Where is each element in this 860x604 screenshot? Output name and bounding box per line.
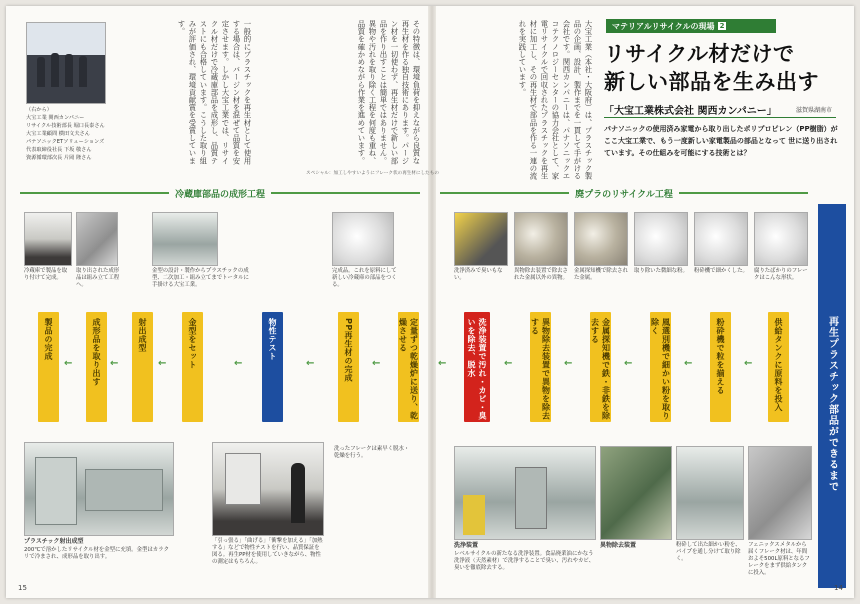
headline-line1: リサイクル材だけで	[604, 42, 795, 66]
mold-photo	[152, 212, 218, 266]
arrow-left-icon: ←	[744, 358, 753, 369]
step-bar-remove-part	[86, 312, 107, 422]
crusher-caption-text: 粉砕して出た細かい粉を、パイプを通し分けて取り除く。	[676, 542, 741, 562]
feed-tank-photo	[748, 446, 812, 540]
tank-caption-text: フェニックスメタルから届くフレーク材は、年間およそ500L原料となるフレークをまず供給タンクに投入。	[748, 542, 810, 576]
kicker-text: マテリアルリサイクルの現場	[612, 21, 715, 31]
section-header-recycling	[440, 186, 808, 200]
headline-line2: 新しい部品を生み出す	[604, 70, 819, 94]
wash-caption-text: レベルサイクルの新たなる洗浄装置。食品廃業油にかなう洗浄液（天然素材）で洗浄することで臭い、汚れやカビ、臭いを徹底除去する。	[454, 551, 595, 571]
step-bar-air-separator	[650, 312, 671, 422]
step-label: 成形品を取り出す	[92, 318, 101, 386]
foreign-caption-title: 異物除去装置	[600, 542, 637, 549]
step-label: 異物除去装置で異物を除去する	[530, 318, 551, 420]
step-caption: 異物除去装置で除去された金属以外の異物。	[514, 268, 568, 281]
wash-caption-title: 洗浄装置	[454, 542, 479, 549]
injection-machine-photo	[24, 442, 174, 536]
step-label: 定量ずつ乾燥炉に送り、乾燥させる	[398, 318, 419, 420]
step-caption: 取り除いた微細な粉。	[634, 268, 688, 274]
step-caption: 洗浄済みで臭いもない。	[454, 268, 503, 281]
fine-powder-photo	[634, 212, 688, 266]
staff-caption	[26, 106, 111, 162]
arrow-left-icon: ←	[158, 358, 167, 369]
fridge-assembly-photo	[24, 212, 72, 266]
page-number-left: 15	[18, 584, 27, 592]
step-label: 金属探知機で鉄・非鉄を除去する	[590, 318, 611, 420]
step-bar-property-test	[262, 312, 283, 422]
step-bar-injection	[132, 312, 153, 422]
feature-kicker	[606, 19, 776, 33]
caption-line: 大宝工業顧問 横田文夫さん	[26, 131, 90, 137]
molded-part-photo	[76, 212, 118, 266]
kicker-number: 2	[719, 22, 725, 30]
arrow-left-icon: ←	[504, 358, 513, 369]
injection-caption-title: プラスチック射出成型	[24, 538, 84, 545]
step-bar-metal-detector	[590, 312, 611, 422]
crusher-machine-photo	[676, 446, 744, 540]
arrow-left-icon: ←	[64, 358, 73, 369]
step-label: 風選別機で細かい粉を取り除く	[650, 318, 671, 420]
arrow-left-icon: ←	[438, 358, 447, 369]
caption-line: 代表取締役社長 下坂 敬さん	[26, 147, 92, 153]
washed-flake-photo	[454, 212, 508, 266]
step-bar-washing	[464, 312, 490, 422]
caption-line: （右から）	[26, 107, 52, 113]
step-bar-pp-complete	[338, 312, 359, 422]
figure-note: スペシャル：加工しやすいようにフレーク状の再生材にしたもの	[306, 171, 439, 176]
flake-photo	[754, 212, 808, 266]
step-caption: 粉砕機で細かくした。	[694, 268, 748, 274]
step-bar-crusher	[710, 312, 731, 422]
step-bar-feed-tank	[768, 312, 789, 422]
step-label: 金型をセット	[188, 318, 197, 369]
side-banner	[818, 204, 846, 588]
caption-line: 資源循環部次長 片岡 隆さん	[26, 155, 92, 161]
arrow-left-icon: ←	[234, 358, 243, 369]
magazine-spread	[6, 6, 854, 598]
foreign-matter-photo	[514, 212, 568, 266]
property-test-photo	[212, 442, 324, 536]
foreign-removal-machine-photo	[600, 446, 672, 540]
step-label: 洗浄装置で汚れ・カビ・臭いを除去、脱水	[467, 318, 487, 420]
page-number-right: 14	[834, 584, 843, 592]
pp-caption: 完成品。これを原料にして新しい冷蔵庫の部品をつくる。	[332, 268, 397, 288]
step-label: PP再生材の完成	[344, 318, 353, 382]
caption-line: リサイクル技術部長 堀口長泰さん	[26, 123, 105, 129]
company-underline	[604, 117, 836, 118]
caption-line: 大宝工業 関西カンパニー	[26, 115, 85, 121]
step-bar-set-mold	[182, 312, 203, 422]
section-title: 廃プラのリサイクル工程	[575, 189, 673, 200]
step-label: 粉砕機で粒を揃える	[716, 318, 725, 395]
step-label: 製品の完成	[44, 318, 53, 361]
step-caption: 腐りたばかりのフレークはこんな形状。	[754, 268, 808, 281]
lead-text: パナソニックの使用済み家電から取り出したポリプロピレン（PP樹脂）が ここ大宝工業で、もう一度新しい家電製品の部品となって 世に送り出されています。その仕組みを可能にする技術とは？	[604, 125, 838, 157]
arrow-left-icon: ←	[624, 358, 633, 369]
page-gutter	[428, 6, 436, 598]
test-caption-text: 「引っ張る」「曲げる」「衝撃を加える」「加熱する」などで物性テストを行い、品質保証を図る。再生PP材を使用していきながら、物性の測定はもちろん。	[212, 538, 323, 565]
mold-caption: 金型の設計・製作からプラスチックの成型、二次加工・組み立てまでトータルに手掛ける大宝工業。	[152, 268, 249, 288]
drying-caption: 洗ったフレークは素早く脱水・乾燥を行う。	[334, 446, 410, 459]
arrow-left-icon: ←	[372, 358, 381, 369]
injection-caption-text: 200℃で溶かしたリサイクル材を金型に充填。金型はカラクリで冷まされ、成形品を取り出す。	[24, 547, 169, 560]
company-location: 滋賀県湖南市	[796, 107, 833, 114]
step-bar-product-complete	[38, 312, 59, 422]
step-bar-foreign-removal	[530, 312, 551, 422]
crushed-photo	[694, 212, 748, 266]
step-bar-drying	[398, 312, 419, 422]
metal-photo	[574, 212, 628, 266]
arrow-left-icon: ←	[306, 358, 315, 369]
washing-machine-photo	[454, 446, 596, 540]
step-label: 物性テスト	[268, 318, 277, 361]
fridge-caption: 冷蔵庫で製品を取り付けて完成。	[24, 268, 68, 281]
step-label: 供給タンクに原料を投入	[774, 318, 783, 412]
molded-caption: 取り出された成形品は組み立て工程へ。	[76, 268, 120, 288]
arrow-left-icon: ←	[564, 358, 573, 369]
article-column-right: 大宝工業（本社・大阪府）は、プラスチック製品の企画、設計、製作までを一貫して手がける会社です。関西カンパニーは、パナソニックエコテクノロジーセンターの協力会社として、家電リサイクルで回収されたプラスチックを再生材に加工し、その再生材で部品を作る一連の流れを実践しています。	[518, 20, 593, 180]
article-column-middle: その特徴は、環境負荷を抑えながら良質な再生材を作る独自技術にあります。パージン材を一切使わず、再生材だけで新しい部品を作り出すことは簡単ではありません。異物や汚れを取り除く工程を何度も重ね、品質を確かめながら作業を進めています。	[357, 20, 421, 165]
arrow-left-icon: ←	[110, 358, 119, 369]
caption-line: パナソニックETソリューションズ	[26, 139, 105, 145]
company-name: 「大宝工業株式会社 関西カンパニー」	[604, 106, 777, 117]
step-caption: 金属探知機で除去された金属。	[574, 268, 628, 281]
article-column-left: 一般的にプラスチックを再生材として使用する場合は、バージン材を混ぜて品質を安定させます。しかし大宝工業では、リサイクル材だけで冷蔵庫部品を成形し、品質テストにも合格しています。こうした取り組みが評価され、環境貢献賞を受賞しています。	[177, 20, 252, 165]
arrow-left-icon: ←	[684, 358, 693, 369]
step-label: 射出成型	[138, 318, 147, 352]
staff-group-photo	[26, 22, 106, 104]
section-header-molding	[20, 186, 420, 200]
section-title: 冷蔵庫部品の成形工程	[175, 189, 266, 200]
pp-pellet-photo	[332, 212, 394, 266]
side-banner-text: 再生プラスチック部品ができるまで	[826, 316, 838, 492]
